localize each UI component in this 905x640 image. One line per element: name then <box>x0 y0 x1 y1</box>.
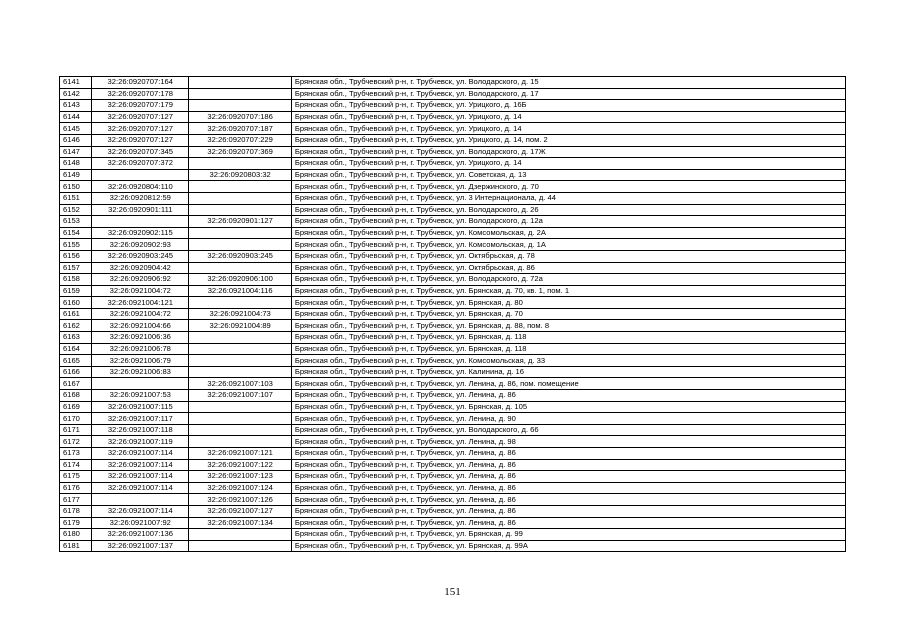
related-cadastral-number-cell <box>189 401 291 413</box>
row-number-cell: 6152 <box>60 204 92 216</box>
table-row <box>60 471 846 483</box>
row-number-cell: 6148 <box>60 158 92 170</box>
table-row <box>60 134 846 146</box>
related-cadastral-number-cell <box>189 239 291 251</box>
address-cell: Брянская обл., Трубчевский р-н, г. Трубчевск, ул. Володарского, д. 12а <box>291 216 845 228</box>
related-cadastral-number-cell: 32:26:0920906:100 <box>189 274 291 286</box>
table-row <box>60 308 846 320</box>
related-cadastral-number-cell: 32:26:0921007:121 <box>189 448 291 460</box>
cadastral-number-cell: 32:26:0921007:114 <box>92 459 189 471</box>
table-row <box>60 100 846 112</box>
table-row <box>60 494 846 506</box>
row-number-cell: 6174 <box>60 459 92 471</box>
address-cell: Брянская обл., Трубчевский р-н, г. Трубчевск, ул. Ленина, д. 86 <box>291 517 845 529</box>
related-cadastral-number-cell <box>189 424 291 436</box>
address-cell: Брянская обл., Трубчевский р-н, г. Трубчевск, ул. Урицкого, д. 14 <box>291 158 845 170</box>
table-row <box>60 505 846 517</box>
table-row <box>60 424 846 436</box>
row-number-cell: 6146 <box>60 134 92 146</box>
related-cadastral-number-cell: 32:26:0920707:229 <box>189 134 291 146</box>
table-row <box>60 216 846 228</box>
address-cell: Брянская обл., Трубчевский р-н, г. Трубчевск, ул. Володарского, д. 66 <box>291 424 845 436</box>
table-row <box>60 517 846 529</box>
cadastral-number-cell: 32:26:0921007:114 <box>92 482 189 494</box>
related-cadastral-number-cell <box>189 204 291 216</box>
cadastral-number-cell: 32:26:0920901:111 <box>92 204 189 216</box>
related-cadastral-number-cell <box>189 262 291 274</box>
row-number-cell: 6150 <box>60 181 92 193</box>
related-cadastral-number-cell: 32:26:0921004:89 <box>189 320 291 332</box>
related-cadastral-number-cell <box>189 436 291 448</box>
cadastral-number-cell: 32:26:0921004:66 <box>92 320 189 332</box>
address-cell: Брянская обл., Трубчевский р-н, г. Трубчевск, ул. Брянская, д. 88, пом. 8 <box>291 320 845 332</box>
property-table-body <box>60 77 846 552</box>
address-cell: Брянская обл., Трубчевский р-н, г. Трубчевск, ул. Ленина, д. 86 <box>291 448 845 460</box>
address-cell: Брянская обл., Трубчевский р-н, г. Трубчевск, ул. Дзержинского, д. 70 <box>291 181 845 193</box>
address-cell: Брянская обл., Трубчевский р-н, г. Трубчевск, ул. Калинина, д. 16 <box>291 366 845 378</box>
row-number-cell: 6161 <box>60 308 92 320</box>
related-cadastral-number-cell <box>189 332 291 344</box>
address-cell: Брянская обл., Трубчевский р-н, г. Трубчевск, ул. Брянская, д. 118 <box>291 343 845 355</box>
related-cadastral-number-cell: 32:26:0920901:127 <box>189 216 291 228</box>
cadastral-number-cell: 32:26:0921006:79 <box>92 355 189 367</box>
row-number-cell: 6142 <box>60 88 92 100</box>
cadastral-number-cell: 32:26:0920902:93 <box>92 239 189 251</box>
cadastral-number-cell: 32:26:0921006:36 <box>92 332 189 344</box>
row-number-cell: 6155 <box>60 239 92 251</box>
address-cell: Брянская обл., Трубчевский р-н, г. Трубчевск, ул. Ленина, д. 86 <box>291 505 845 517</box>
related-cadastral-number-cell: 32:26:0921007:124 <box>189 482 291 494</box>
table-row <box>60 366 846 378</box>
table-row <box>60 250 846 262</box>
cadastral-number-cell: 32:26:0920707:372 <box>92 158 189 170</box>
related-cadastral-number-cell <box>189 343 291 355</box>
address-cell: Брянская обл., Трубчевский р-н, г. Трубчевск, ул. Урицкого, д. 14 <box>291 111 845 123</box>
address-cell: Брянская обл., Трубчевский р-н, г. Трубчевск, ул. Октябрьская, д. 86 <box>291 262 845 274</box>
row-number-cell: 6175 <box>60 471 92 483</box>
related-cadastral-number-cell: 32:26:0921004:73 <box>189 308 291 320</box>
row-number-cell: 6164 <box>60 343 92 355</box>
address-cell: Брянская обл., Трубчевский р-н, г. Трубчевск, ул. 3 Интернационала, д. 44 <box>291 192 845 204</box>
table-row <box>60 146 846 158</box>
cadastral-number-cell: 32:26:0920707:179 <box>92 100 189 112</box>
table-row <box>60 320 846 332</box>
table-row <box>60 297 846 309</box>
cadastral-number-cell: 32:26:0920904:42 <box>92 262 189 274</box>
address-cell: Брянская обл., Трубчевский р-н, г. Трубчевск, ул. Комсомольская, д. 2А <box>291 227 845 239</box>
row-number-cell: 6171 <box>60 424 92 436</box>
cadastral-number-cell: 32:26:0921007:114 <box>92 505 189 517</box>
related-cadastral-number-cell <box>189 529 291 541</box>
cadastral-number-cell: 32:26:0921006:83 <box>92 366 189 378</box>
table-row <box>60 355 846 367</box>
related-cadastral-number-cell <box>189 77 291 89</box>
row-number-cell: 6160 <box>60 297 92 309</box>
row-number-cell: 6159 <box>60 285 92 297</box>
address-cell: Брянская обл., Трубчевский р-н, г. Трубчевск, ул. Комсомольская, д. 1А <box>291 239 845 251</box>
related-cadastral-number-cell: 32:26:0921007:122 <box>189 459 291 471</box>
row-number-cell: 6170 <box>60 413 92 425</box>
table-row <box>60 378 846 390</box>
row-number-cell: 6158 <box>60 274 92 286</box>
table-row <box>60 459 846 471</box>
table-row <box>60 262 846 274</box>
table-row <box>60 482 846 494</box>
related-cadastral-number-cell <box>189 88 291 100</box>
cadastral-number-cell: 32:26:0920707:127 <box>92 134 189 146</box>
row-number-cell: 6157 <box>60 262 92 274</box>
address-cell: Брянская обл., Трубчевский р-н, г. Трубчевск, ул. Брянская, д. 99А <box>291 540 845 552</box>
address-cell: Брянская обл., Трубчевский р-н, г. Трубчевск, ул. Урицкого, д. 14 <box>291 123 845 135</box>
related-cadastral-number-cell: 32:26:0921007:103 <box>189 378 291 390</box>
row-number-cell: 6166 <box>60 366 92 378</box>
cadastral-number-cell: 32:26:0921007:115 <box>92 401 189 413</box>
address-cell: Брянская обл., Трубчевский р-н, г. Трубчевск, ул. Комсомольская, д. 33 <box>291 355 845 367</box>
cadastral-number-cell: 32:26:0920707:178 <box>92 88 189 100</box>
row-number-cell: 6176 <box>60 482 92 494</box>
cadastral-number-cell: 32:26:0920812:59 <box>92 192 189 204</box>
table-row <box>60 239 846 251</box>
related-cadastral-number-cell <box>189 100 291 112</box>
cadastral-number-cell: 32:26:0921004:121 <box>92 297 189 309</box>
cadastral-number-cell: 32:26:0921006:78 <box>92 343 189 355</box>
address-cell: Брянская обл., Трубчевский р-н, г. Трубчевск, ул. Володарского, д. 15 <box>291 77 845 89</box>
row-number-cell: 6169 <box>60 401 92 413</box>
cadastral-number-cell: 32:26:0921007:118 <box>92 424 189 436</box>
related-cadastral-number-cell: 32:26:0920707:186 <box>189 111 291 123</box>
cadastral-number-cell <box>92 216 189 228</box>
table-row <box>60 332 846 344</box>
row-number-cell: 6163 <box>60 332 92 344</box>
row-number-cell: 6141 <box>60 77 92 89</box>
address-cell: Брянская обл., Трубчевский р-н, г. Трубчевск, ул. Ленина, д. 86 <box>291 494 845 506</box>
related-cadastral-number-cell <box>189 158 291 170</box>
table-row <box>60 529 846 541</box>
related-cadastral-number-cell: 32:26:0921007:134 <box>189 517 291 529</box>
row-number-cell: 6154 <box>60 227 92 239</box>
cadastral-number-cell: 32:26:0921004:72 <box>92 285 189 297</box>
table-row <box>60 285 846 297</box>
cadastral-number-cell: 32:26:0920906:92 <box>92 274 189 286</box>
table-row <box>60 436 846 448</box>
cadastral-number-cell: 32:26:0920707:127 <box>92 123 189 135</box>
related-cadastral-number-cell: 32:26:0921007:107 <box>189 390 291 402</box>
row-number-cell: 6165 <box>60 355 92 367</box>
address-cell: Брянская обл., Трубчевский р-н, г. Трубчевск, ул. Брянская, д. 80 <box>291 297 845 309</box>
row-number-cell: 6167 <box>60 378 92 390</box>
row-number-cell: 6143 <box>60 100 92 112</box>
address-cell: Брянская обл., Трубчевский р-н, г. Трубчевск, ул. Урицкого, д. 16Б <box>291 100 845 112</box>
related-cadastral-number-cell <box>189 540 291 552</box>
table-row <box>60 343 846 355</box>
table-row <box>60 192 846 204</box>
related-cadastral-number-cell: 32:26:0921007:126 <box>189 494 291 506</box>
cadastral-number-cell: 32:26:0920902:115 <box>92 227 189 239</box>
related-cadastral-number-cell <box>189 181 291 193</box>
table-row <box>60 448 846 460</box>
table-row <box>60 123 846 135</box>
row-number-cell: 6177 <box>60 494 92 506</box>
row-number-cell: 6179 <box>60 517 92 529</box>
table-row <box>60 77 846 89</box>
related-cadastral-number-cell: 32:26:0920803:32 <box>189 169 291 181</box>
row-number-cell: 6151 <box>60 192 92 204</box>
cadastral-number-cell: 32:26:0920707:164 <box>92 77 189 89</box>
cadastral-number-cell: 32:26:0921007:117 <box>92 413 189 425</box>
row-number-cell: 6144 <box>60 111 92 123</box>
row-number-cell: 6178 <box>60 505 92 517</box>
row-number-cell: 6181 <box>60 540 92 552</box>
cadastral-number-cell: 32:26:0921007:119 <box>92 436 189 448</box>
address-cell: Брянская обл., Трубчевский р-н, г. Трубчевск, ул. Советская, д. 13 <box>291 169 845 181</box>
address-cell: Брянская обл., Трубчевский р-н, г. Трубчевск, ул. Володарского, д. 17Ж <box>291 146 845 158</box>
table-row <box>60 540 846 552</box>
cadastral-number-cell: 32:26:0921007:92 <box>92 517 189 529</box>
table-row <box>60 88 846 100</box>
table-row <box>60 158 846 170</box>
cadastral-number-cell: 32:26:0921007:114 <box>92 448 189 460</box>
related-cadastral-number-cell: 32:26:0921007:127 <box>189 505 291 517</box>
address-cell: Брянская обл., Трубчевский р-н, г. Трубчевск, ул. Ленина, д. 86 <box>291 482 845 494</box>
cadastral-number-cell: 32:26:0921007:136 <box>92 529 189 541</box>
address-cell: Брянская обл., Трубчевский р-н, г. Трубчевск, ул. Урицкого, д. 14, пом. 2 <box>291 134 845 146</box>
cadastral-number-cell <box>92 494 189 506</box>
address-cell: Брянская обл., Трубчевский р-н, г. Трубчевск, ул. Октябрьская, д. 78 <box>291 250 845 262</box>
related-cadastral-number-cell: 32:26:0920903:245 <box>189 250 291 262</box>
row-number-cell: 6147 <box>60 146 92 158</box>
row-number-cell: 6156 <box>60 250 92 262</box>
cadastral-number-cell: 32:26:0920903:245 <box>92 250 189 262</box>
related-cadastral-number-cell <box>189 366 291 378</box>
address-cell: Брянская обл., Трубчевский р-н, г. Трубчевск, ул. Ленина, д. 86 <box>291 459 845 471</box>
address-cell: Брянская обл., Трубчевский р-н, г. Трубчевск, ул. Ленина, д. 86 <box>291 390 845 402</box>
row-number-cell: 6172 <box>60 436 92 448</box>
table-row <box>60 227 846 239</box>
table-row <box>60 169 846 181</box>
cadastral-number-cell: 32:26:0920707:345 <box>92 146 189 158</box>
address-cell: Брянская обл., Трубчевский р-н, г. Трубчевск, ул. Ленина, д. 90 <box>291 413 845 425</box>
row-number-cell: 6173 <box>60 448 92 460</box>
related-cadastral-number-cell: 32:26:0920707:369 <box>189 146 291 158</box>
page-number: 151 <box>444 586 461 598</box>
address-cell: Брянская обл., Трубчевский р-н, г. Трубчевск, ул. Брянская, д. 99 <box>291 529 845 541</box>
row-number-cell: 6149 <box>60 169 92 181</box>
row-number-cell: 6145 <box>60 123 92 135</box>
cadastral-number-cell: 32:26:0921007:53 <box>92 390 189 402</box>
related-cadastral-number-cell: 32:26:0921007:123 <box>189 471 291 483</box>
row-number-cell: 6162 <box>60 320 92 332</box>
related-cadastral-number-cell <box>189 355 291 367</box>
related-cadastral-number-cell <box>189 227 291 239</box>
address-cell: Брянская обл., Трубчевский р-н, г. Трубчевск, ул. Володарского, д. 72а <box>291 274 845 286</box>
address-cell: Брянская обл., Трубчевский р-н, г. Трубчевск, ул. Брянская, д. 70, кв. 1, пом. 1 <box>291 285 845 297</box>
cadastral-number-cell: 32:26:0921007:114 <box>92 471 189 483</box>
table-row <box>60 401 846 413</box>
related-cadastral-number-cell <box>189 297 291 309</box>
address-cell: Брянская обл., Трубчевский р-н, г. Трубчевск, ул. Ленина, д. 98 <box>291 436 845 448</box>
property-table <box>59 76 846 552</box>
address-cell: Брянская обл., Трубчевский р-н, г. Трубчевск, ул. Володарского, д. 17 <box>291 88 845 100</box>
row-number-cell: 6153 <box>60 216 92 228</box>
table-row <box>60 413 846 425</box>
table-row <box>60 204 846 216</box>
row-number-cell: 6180 <box>60 529 92 541</box>
address-cell: Брянская обл., Трубчевский р-н, г. Трубчевск, ул. Брянская, д. 118 <box>291 332 845 344</box>
cadastral-number-cell: 32:26:0920707:127 <box>92 111 189 123</box>
cadastral-number-cell <box>92 169 189 181</box>
cadastral-number-cell: 32:26:0920804:110 <box>92 181 189 193</box>
related-cadastral-number-cell: 32:26:0921004:116 <box>189 285 291 297</box>
address-cell: Брянская обл., Трубчевский р-н, г. Трубчевск, ул. Брянская, д. 70 <box>291 308 845 320</box>
table-row <box>60 111 846 123</box>
cadastral-number-cell <box>92 378 189 390</box>
table-row <box>60 390 846 402</box>
related-cadastral-number-cell <box>189 413 291 425</box>
related-cadastral-number-cell: 32:26:0920707:187 <box>189 123 291 135</box>
address-cell: Брянская обл., Трубчевский р-н, г. Трубчевск, ул. Ленина, д. 86, пом. помещение <box>291 378 845 390</box>
related-cadastral-number-cell <box>189 192 291 204</box>
table-row <box>60 274 846 286</box>
cadastral-number-cell: 32:26:0921004:72 <box>92 308 189 320</box>
address-cell: Брянская обл., Трубчевский р-н, г. Трубчевск, ул. Брянская, д. 105 <box>291 401 845 413</box>
address-cell: Брянская обл., Трубчевский р-н, г. Трубчевск, ул. Володарского, д. 26 <box>291 204 845 216</box>
cadastral-number-cell: 32:26:0921007:137 <box>92 540 189 552</box>
address-cell: Брянская обл., Трубчевский р-н, г. Трубчевск, ул. Ленина, д. 86 <box>291 471 845 483</box>
table-row <box>60 181 846 193</box>
row-number-cell: 6168 <box>60 390 92 402</box>
